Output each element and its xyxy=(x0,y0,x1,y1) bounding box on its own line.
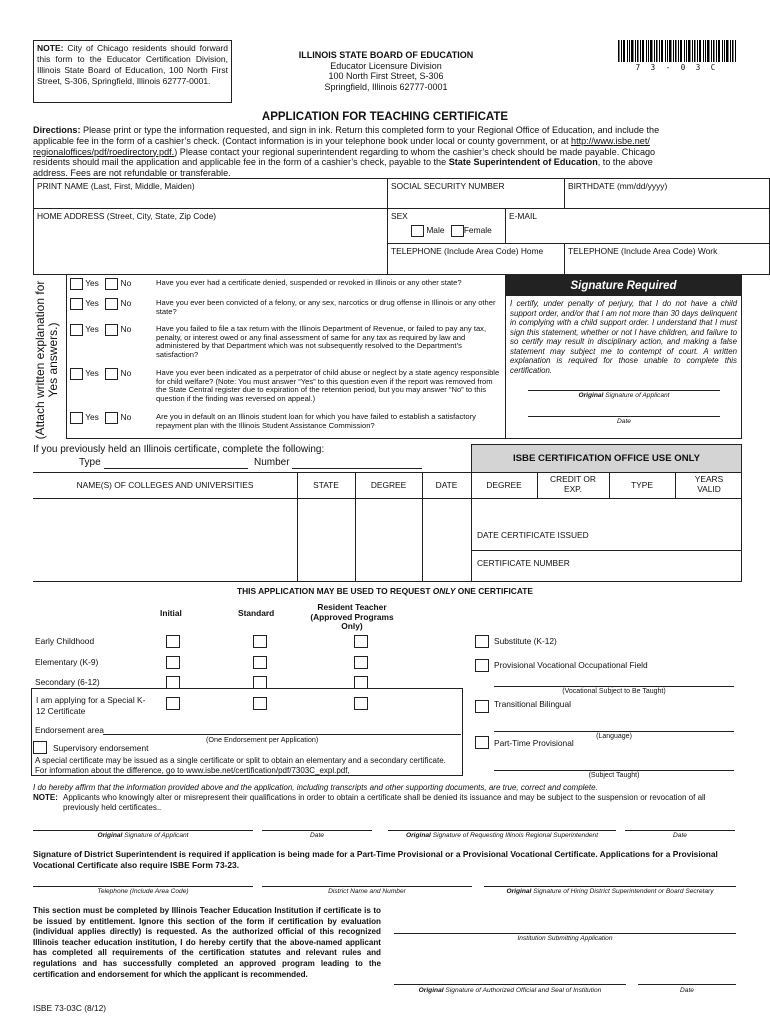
yes-label: Yes xyxy=(85,412,99,423)
no-label: No xyxy=(120,412,132,423)
number-label: Number xyxy=(254,457,290,468)
note-label: NOTE: xyxy=(37,43,64,53)
roe-directory-link[interactable]: regionaloffices/pdf/roedirectory.pdf. xyxy=(33,146,175,157)
date-header: DATE xyxy=(435,480,458,490)
form-number-footer: ISBE 73-03C (8/12) xyxy=(33,1003,107,1013)
affirm-note-text: Applicants who knowingly alter or misrepresent their qualifications in order to obtain a certificate shall be denied its issuance and may be subject to the suspension or revocation of all previously held certificates.. xyxy=(63,793,706,812)
provisional-voc-checkbox[interactable] xyxy=(475,659,489,672)
header-division: Educator Licensure Division xyxy=(330,60,442,71)
applicant-final-date-line[interactable] xyxy=(262,830,372,831)
hiring-caption-text: Signature of Hiring District Superintendent or Board Secretary xyxy=(533,888,714,895)
supervisory-checkbox[interactable] xyxy=(33,741,47,754)
female-checkbox[interactable] xyxy=(451,225,464,237)
hiring-signature-caption xyxy=(484,888,736,896)
q4-no-checkbox[interactable] xyxy=(105,368,118,380)
signature-required-heading: Signature Required xyxy=(506,276,741,296)
note-box xyxy=(33,40,232,103)
type-label: Type xyxy=(79,457,101,468)
tel-work-field[interactable] xyxy=(565,244,769,274)
elementary-standard-checkbox[interactable] xyxy=(253,656,267,669)
question-text: Have you ever had a certificate denied, suspended or revoked in Illinois or any other state? xyxy=(156,278,462,287)
institution-submitting-line[interactable] xyxy=(394,933,736,934)
ssn-field[interactable] xyxy=(388,179,565,209)
special-initial-checkbox[interactable] xyxy=(166,697,180,710)
question-row xyxy=(70,278,502,290)
header-org: ILLINOIS STATE BOARD OF EDUCATION xyxy=(298,50,474,60)
barcode-text: 7 3 - 0 3 C xyxy=(635,63,719,72)
district-name-caption: District Name and Number xyxy=(328,888,406,895)
early-resident-checkbox[interactable] xyxy=(354,635,368,648)
isbe-col-divider xyxy=(675,472,676,498)
applicant-signature-line[interactable] xyxy=(528,390,720,391)
elementary-initial-checkbox[interactable] xyxy=(166,656,180,669)
q5-yes-checkbox[interactable] xyxy=(70,412,83,424)
authorized-date-line[interactable] xyxy=(638,984,736,985)
row-label: Secondary (6-12) xyxy=(35,677,100,687)
hiring-signature-line[interactable] xyxy=(484,886,736,887)
supervisory-label: Supervisory endorsement xyxy=(53,743,149,753)
authorized-caption-text: Signature of Authorized Official and Seal of Institution xyxy=(445,987,602,994)
original-label: Original xyxy=(97,832,123,839)
resident-header: Resident Teacher (Approved Programs Only) xyxy=(310,602,394,632)
telephone-line[interactable] xyxy=(33,886,253,887)
yes-label: Yes xyxy=(85,368,99,379)
applicant-final-caption xyxy=(33,832,253,840)
signature-date-caption: Date xyxy=(617,418,631,425)
applicant-final-signature-line[interactable] xyxy=(33,830,253,831)
sex-field xyxy=(388,209,506,244)
transitional-label: Transitional Bilingual xyxy=(494,699,571,709)
q5-no-checkbox[interactable] xyxy=(105,412,118,424)
applicant-signature-caption xyxy=(528,392,720,400)
authorized-signature-caption xyxy=(394,987,626,995)
tel-home-label: TELEPHONE (Include Area Code) Home xyxy=(391,246,544,256)
substitute-label: Substitute (K-12) xyxy=(494,636,557,646)
no-label: No xyxy=(120,324,132,335)
state-header: STATE xyxy=(313,480,339,490)
side-label-line1: (Attach written explanation for xyxy=(33,280,47,440)
tel-work-label: TELEPHONE (Include Area Code) Work xyxy=(568,246,718,256)
q2-no-checkbox[interactable] xyxy=(105,298,118,310)
part-time-label: Part-Time Provisional xyxy=(494,738,574,748)
home-address-label: HOME ADDRESS (Street, City, State, Zip Code) xyxy=(37,211,217,221)
isbe-col-divider xyxy=(537,472,538,498)
directions-line4-end: , to the above xyxy=(597,157,653,168)
header-street: 100 North First Street, S-306 xyxy=(328,71,444,81)
isbe-credit-header: CREDIT OR EXP. xyxy=(550,474,596,494)
special-standard-checkbox[interactable] xyxy=(253,697,267,710)
provisional-voc-label: Provisional Vocational Occupational Field xyxy=(494,660,648,670)
one-endorsement-note: (One Endorsement per Application) xyxy=(206,735,319,744)
language-caption: (Language) xyxy=(596,733,632,740)
question-row xyxy=(70,324,502,359)
previous-type-field[interactable] xyxy=(79,457,101,469)
original-label: Original xyxy=(418,987,444,994)
voc-subject-caption: (Vocational Subject to Be Taught) xyxy=(562,688,666,695)
question-text: Have you ever been indicated as a perpetrator of child abuse or neglect by a state agency responsible for child welfare? (Note: You must answer “Yes” to this question even if the report was removed from the State Central register due to expiration of the retention period, but you may answer “No” to this question if the finding was reversed on appeal.) xyxy=(156,368,500,403)
yes-label: Yes xyxy=(85,278,99,289)
regional-date-caption: Date xyxy=(673,832,687,839)
signature-date-line[interactable] xyxy=(528,416,720,417)
isbe-header-divider xyxy=(471,498,742,499)
initial-header: Initial xyxy=(160,608,182,618)
subject-caption: (Subject Taught) xyxy=(588,772,640,779)
applicant-final-date-caption: Date xyxy=(310,832,324,839)
q3-yes-checkbox[interactable] xyxy=(70,324,83,336)
question-row xyxy=(70,298,502,316)
attach-explanation-label xyxy=(27,280,67,440)
question-text: Are you in default on an Illinois student loan for which you have failed to establish a satisfactory repayment plan with the Illinois Student Assistance Commission? xyxy=(156,412,476,430)
date-issued-label[interactable]: DATE CERTIFICATE ISSUED xyxy=(477,530,589,540)
sex-label: SEX xyxy=(391,211,408,221)
transitional-checkbox[interactable] xyxy=(475,700,489,713)
row-label: Early Childhood xyxy=(35,636,95,646)
signature-certify-text: I certify, under penalty of perjury, that I do not have a child support order, and/or that I am not more than 30 days delinquent in complying with a child support order. I understand that I must sign this statement, whether or not I have children, and failure to so certify may result in disciplinary action, and making a false statement may subject me to contempt of court. A written explanation is required for those unable to complete this certification. xyxy=(510,299,737,375)
email-field[interactable] xyxy=(506,209,769,244)
colleges-header: NAME(S) OF COLLEGES AND UNIVERSITIES xyxy=(76,480,254,490)
male-checkbox[interactable] xyxy=(411,225,424,237)
institution-submitting-caption: Institution Submitting Application xyxy=(517,935,613,942)
request-heading xyxy=(0,587,770,597)
signature-required-box xyxy=(505,275,742,439)
original-label: Original xyxy=(506,888,532,895)
print-name-label: PRINT NAME (Last, First, Middle, Maiden) xyxy=(37,181,195,191)
no-label: No xyxy=(120,278,132,289)
degree-header: DEGREE xyxy=(370,480,407,490)
district-name-line[interactable] xyxy=(262,886,472,887)
tel-home-field[interactable] xyxy=(388,244,565,274)
previous-number-line[interactable] xyxy=(292,468,422,469)
q1-yes-checkbox[interactable] xyxy=(70,278,83,290)
no-label: No xyxy=(120,298,132,309)
language-line[interactable] xyxy=(494,731,734,732)
question-row xyxy=(70,412,502,430)
authorized-date-caption: Date xyxy=(680,987,694,994)
affirm-text: I do hereby affirm that the information provided above and the application, including transcripts and other supporting documents, are true, correct and complete. xyxy=(33,783,598,792)
yes-label: Yes xyxy=(85,298,99,309)
directions-line1: Please print or type the information requested, and sign in ink. Return this completed form to your Regional Office of Education, and include the xyxy=(83,125,660,135)
isbe-years-header: YEARS VALID xyxy=(694,474,724,494)
directions-label: Directions: xyxy=(33,125,81,135)
part-time-checkbox[interactable] xyxy=(475,736,489,749)
early-initial-checkbox[interactable] xyxy=(166,635,180,648)
affirm-note xyxy=(33,793,743,812)
applicant-final-caption-text: Signature of Applicant xyxy=(124,832,189,839)
personal-info-grid xyxy=(33,178,770,275)
previous-cert-heading: If you previously held an Illinois certificate, complete the following: xyxy=(33,444,325,455)
directions-line4: residents should mail the application and applicable fee in the form of a cashier’s check, payable to the xyxy=(33,157,449,168)
subject-line[interactable] xyxy=(494,770,734,771)
early-standard-checkbox[interactable] xyxy=(253,635,267,648)
request-heading-c: ONE CERTIFICATE xyxy=(455,586,533,596)
form-title: APPLICATION FOR TEACHING CERTIFICATE xyxy=(261,111,509,123)
district-text: Signature of District Superintendent is required if application is being made for a Part-Time Provisional or a Provisional Vocational Certificate. Applications for a Provisional Vocational Certificate also require ISBE Form 73-23. xyxy=(33,849,718,870)
row-label: Elementary (K-9) xyxy=(35,657,99,667)
birthdate-field[interactable] xyxy=(565,179,769,209)
yes-label: Yes xyxy=(85,324,99,335)
colleges-header-divider xyxy=(33,498,471,499)
cert-number-label[interactable]: CERTIFICATE NUMBER xyxy=(477,558,570,568)
note-text: City of Chicago residents should forward this form to the Educator Certification Division, Illinois State Board of Education, 100 North First Street, S-306, Springfield, Illinois 62777-0001. xyxy=(37,43,228,86)
original-label: Original xyxy=(578,392,604,399)
telephone-caption: Telephone (Include Area Code) xyxy=(97,888,189,895)
previous-type-line[interactable] xyxy=(104,468,248,469)
voc-subject-line[interactable] xyxy=(494,686,734,687)
directions-line2: applicable fee in the form of a cashier’s check. (Contact information is in your telephone book under local or county government, or at xyxy=(33,135,572,146)
special-note: A special certificate may be issued as a single certificate or split to obtain an elementary and a secondary certificate. For information about the difference, go to www.isbe.net/certification/pdf/7303C_expl.pdf, xyxy=(35,756,446,775)
affirm-note-label: NOTE: xyxy=(33,793,58,802)
special-k12-label: I am applying for a Special K-12 Certificate xyxy=(36,695,146,716)
barcode-image xyxy=(618,40,736,62)
applicant-caption: Signature of Applicant xyxy=(605,392,670,399)
isbe-link[interactable]: http://www.isbe.net/ xyxy=(571,135,650,146)
q4-yes-checkbox[interactable] xyxy=(70,368,83,380)
substitute-checkbox[interactable] xyxy=(475,635,489,648)
q2-yes-checkbox[interactable] xyxy=(70,298,83,310)
isbe-degree-header: DEGREE xyxy=(486,480,522,490)
previous-number-field[interactable] xyxy=(254,457,290,469)
birthdate-label: BIRTHDATE (mm/dd/yyyy) xyxy=(568,181,668,191)
directions-line5: address. Fees are not refundable or transferable. xyxy=(33,168,231,179)
male-label: Male xyxy=(426,224,445,235)
isbe-type-header: TYPE xyxy=(631,480,653,490)
directions-line3: ) Please contact your regional superintendent regarding to whom the cashier’s check should be made payable. Chicago xyxy=(174,146,656,157)
side-label-line2: Yes answers.) xyxy=(46,322,60,398)
isbe-office-heading: ISBE CERTIFICATION OFFICE USE ONLY xyxy=(472,445,741,473)
elementary-resident-checkbox[interactable] xyxy=(354,656,368,669)
special-resident-checkbox[interactable] xyxy=(354,697,368,710)
q1-no-checkbox[interactable] xyxy=(105,278,118,290)
request-heading-only: ONLY xyxy=(432,586,456,596)
standard-header: Standard xyxy=(238,608,275,618)
regional-signature-caption xyxy=(388,832,616,840)
authorized-signature-line[interactable] xyxy=(394,984,626,985)
regional-caption-text: Signature of Requesting Illinois Regional Superintendent xyxy=(432,832,599,839)
payee-name: State Superintendent of Education xyxy=(448,157,598,168)
regional-date-line[interactable] xyxy=(625,830,735,831)
q3-no-checkbox[interactable] xyxy=(105,324,118,336)
endorsement-area-label: Endorsement area xyxy=(35,725,104,735)
no-label: No xyxy=(120,368,132,379)
ssn-label: SOCIAL SECURITY NUMBER xyxy=(391,181,505,191)
question-text: Have you failed to file a tax return with the Illinois Department of Revenue, or failed to pay any tax, penalty, or interest owed or any final assessment of same for any tax as required by law and administered by that Department which was not subsequently resolved to the Department’s satisfaction? xyxy=(156,324,487,359)
isbe-row-divider xyxy=(471,550,742,551)
request-heading-a: THIS APPLICATION MAY BE USED TO REQUEST xyxy=(237,586,433,596)
question-row xyxy=(70,368,502,403)
institution-text: This section must be completed by Illinois Teacher Education Institution if certificate is to be issued by entitlement. Ignore this section of the form if certification by evaluation (individual applies directly) is requested. As the authorized official of this recognized Illinois teacher education institution, I do hereby certify that the above-named applicant has completed all requirements of the certification statutes and relevant rules and regulations and has successfully completed an approved program leading to the certification and endorsement for which the applicant is recommended. xyxy=(33,906,381,979)
regional-signature-line[interactable] xyxy=(388,830,616,831)
print-name-field[interactable] xyxy=(34,179,388,209)
email-label: E-MAIL xyxy=(509,211,537,221)
female-label: Female xyxy=(463,224,492,235)
header-block xyxy=(250,50,522,92)
directions xyxy=(33,125,738,179)
home-address-field[interactable] xyxy=(34,209,388,274)
header-city: Springfield, Illinois 62777-0001 xyxy=(324,81,448,92)
question-text: Have you ever been convicted of a felony, or any sex, narcotics or drug offense in Illinois or any other state? xyxy=(156,298,496,316)
original-label: Original xyxy=(405,832,431,839)
